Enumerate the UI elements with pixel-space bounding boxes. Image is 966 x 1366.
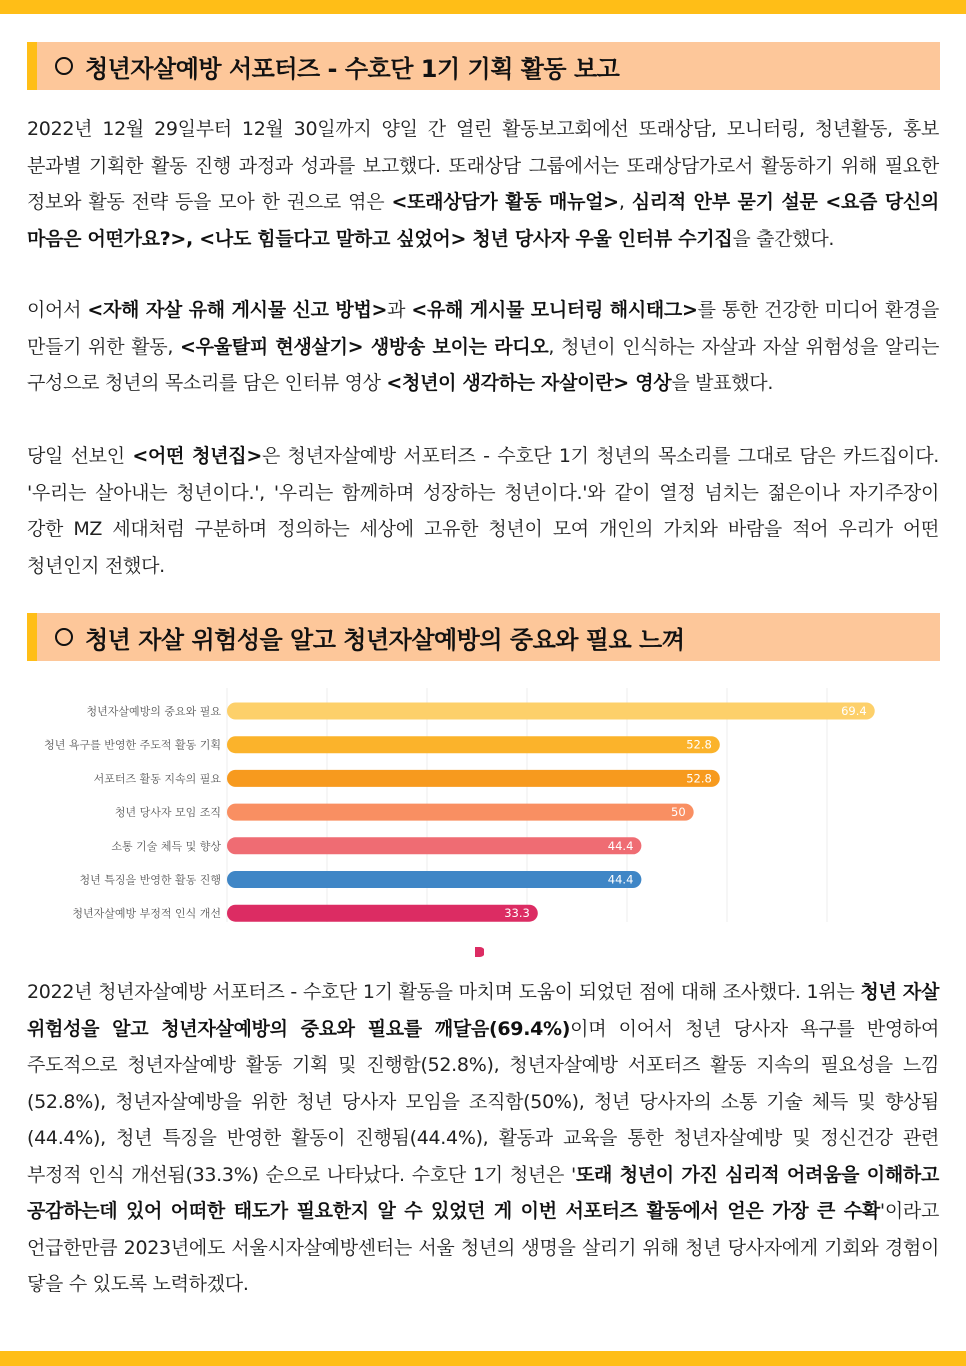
chart-bar (227, 871, 641, 888)
paragraph-survey-results (27, 974, 939, 1303)
chart-marker-icon (474, 947, 484, 957)
body-text: 당일 선보인 (27, 445, 133, 467)
chart-bar (227, 804, 694, 821)
chart-category-label: 청년자살예방의 중요와 필요 (86, 705, 221, 718)
circle-bullet-icon (55, 628, 73, 646)
chart-value-label: 52.8 (686, 771, 712, 786)
body-text: 을 출간했다. (732, 227, 835, 250)
chart-bar (227, 770, 720, 787)
section-header-2 (27, 613, 940, 661)
chart-category-label: 청년 당사자 모임 조직 (114, 806, 221, 820)
survey-bar-chart (25, 682, 925, 932)
body-text: 2022년 청년자살예방 서포터즈 - 수호단 1기 활동을 마치며 도움이 되었던 점에 대해 조사했다. 1위는 (27, 981, 861, 1003)
top-accent-bar (0, 0, 966, 14)
chart-value-label: 50 (671, 805, 686, 820)
emphasis-text: <청년이 생각하는 자살이란> 영상 (386, 372, 672, 394)
chart-value-label: 33.3 (504, 906, 530, 921)
chart-bar (227, 837, 641, 854)
circle-bullet-icon (55, 57, 73, 75)
paragraph-report-intro (27, 111, 939, 257)
body-text: '이라고 언급한만큼 2023년에도 서울시자살예방센터는 서울 청년의 생명을 살리기 위해 청년 당사자에게 기회와 경험이 닿을 수 있도록 노력하겠다. (27, 1200, 939, 1295)
bottom-accent-bar (0, 1351, 966, 1366)
body-text: 2022년 12월 29일부터 12월 30일까지 양일 간 열린 활동보고회에선 또래상담, 모니터링, 청년활동, 홍보 분과별 기획한 활동 진행 과정과 성과를 보고했다. 또래상담 그룹에서는 또래상담가로서 활동하기 위해 필요한 정보와 활동 전략 등을 모아 한 권으로 엮은 (27, 118, 939, 213)
body-text: 을 발표했다. (671, 372, 774, 394)
chart-category-label: 서포터즈 활동 지속의 필요 (93, 772, 221, 786)
emphasis-text: <유해 게시물 모니터링 해시태그> (411, 299, 698, 321)
chart-category-label: 청년 욕구를 반영한 주도적 활동 기획 (44, 738, 221, 752)
body-text: , 청년이 인식하는 자살과 자살 위험성을 알리는 구성으로 청년의 목소리를 담은 인터뷰 영상 (27, 335, 940, 394)
emphasis-text: 또래 청년이 가진 심리적 어려움을 이해하고 공감하는데 있어 어떠한 태도가 필요한지 알 수 있었던 게 이번 서포터즈 활동에서 얻은 가장 큰 수확 (27, 1163, 939, 1222)
emphasis-text: <우울탈피 현생살기> 생방송 보이는 라디오 (180, 335, 549, 358)
section-header-1 (27, 42, 940, 90)
paragraph-cardbook (27, 438, 939, 584)
section-title-1: 청년자살예방 서포터즈 - 수호단 1기 기획 활동 보고 (85, 54, 620, 83)
chart-value-label: 44.4 (607, 838, 634, 853)
chart-bar (227, 736, 720, 753)
chart-category-label: 소통 기술 체득 및 향상 (111, 839, 221, 853)
body-text: 은 청년자살예방 서포터즈 - 수호단 1기 청년의 목소리를 그대로 담은 카드집이다. '우리는 살아내는 청년이다.', '우리는 함께하며 성장하는 청년이다.'와 같이 열정 넘치는 젊은이나 자기주장이 강한 MZ 세대처럼 구분하며 정의하는 세상에 고유한 청년이 모여 개인의 가치와 바람을 적어 우리가 어떤 청년인지 전했다. (27, 445, 940, 577)
emphasis-text: <어떤 청년집> (132, 445, 262, 467)
chart-value-label: 69.4 (841, 704, 867, 718)
body-text: 과 (387, 299, 412, 321)
chart-value-label: 52.8 (686, 737, 712, 752)
body-text: 를 통한 건강한 미디어 환경을 만들기 위한 활동, (27, 299, 940, 358)
chart-category-label: 청년자살예방 부정적 인식 개선 (72, 907, 221, 921)
emphasis-text: <또래상담가 활동 매뉴얼> (391, 191, 619, 213)
body-text: , (618, 191, 632, 213)
emphasis-text: 심리적 안부 묻기 설문 <요즘 당신의 마음은 어떤가요?>, <나도 힘들다고 말하고 싶었어> 청년 당사자 우울 인터뷰 수기집 (27, 191, 939, 250)
body-text: 이어서 (27, 299, 88, 321)
body-text: 이며 이어서 청년 당사자 욕구를 반영하여 주도적으로 청년자살예방 활동 기획 및 진행함(52.8%), 청년자살예방 서포터즈 활동 지속의 필요성을 느낌(52.8%), 청년자살예방을 위한 청년 당사자 모임을 조직함(50%), 청년 당사자의 소통 기술 체득 및 향상됨(44.4%), 청년 특징을 반영한 활동이 진행됨(44.4%), 활동과 교육을 통한 청년자살예방 및 정신건강 관련 부정적 인식 개선됨(33.3%) 순으로 나타났다. 수호단 1기 청년은 ' (27, 1017, 939, 1186)
chart-bar (227, 905, 538, 922)
emphasis-text: <자해 자살 유해 게시물 신고 방법> (87, 299, 388, 321)
chart-value-label: 44.4 (607, 872, 634, 887)
chart-category-label: 청년 특징을 반영한 활동 진행 (79, 873, 221, 887)
chart-bar (227, 703, 875, 720)
emphasis-text: 청년 자살 위험성을 알고 청년자살예방의 중요와 필요를 깨달음(69.4%) (27, 981, 939, 1040)
section-title-2: 청년 자살 위험성을 알고 청년자살예방의 중요와 필요 느껴 (85, 625, 685, 654)
paragraph-monitoring-activities (27, 292, 939, 402)
